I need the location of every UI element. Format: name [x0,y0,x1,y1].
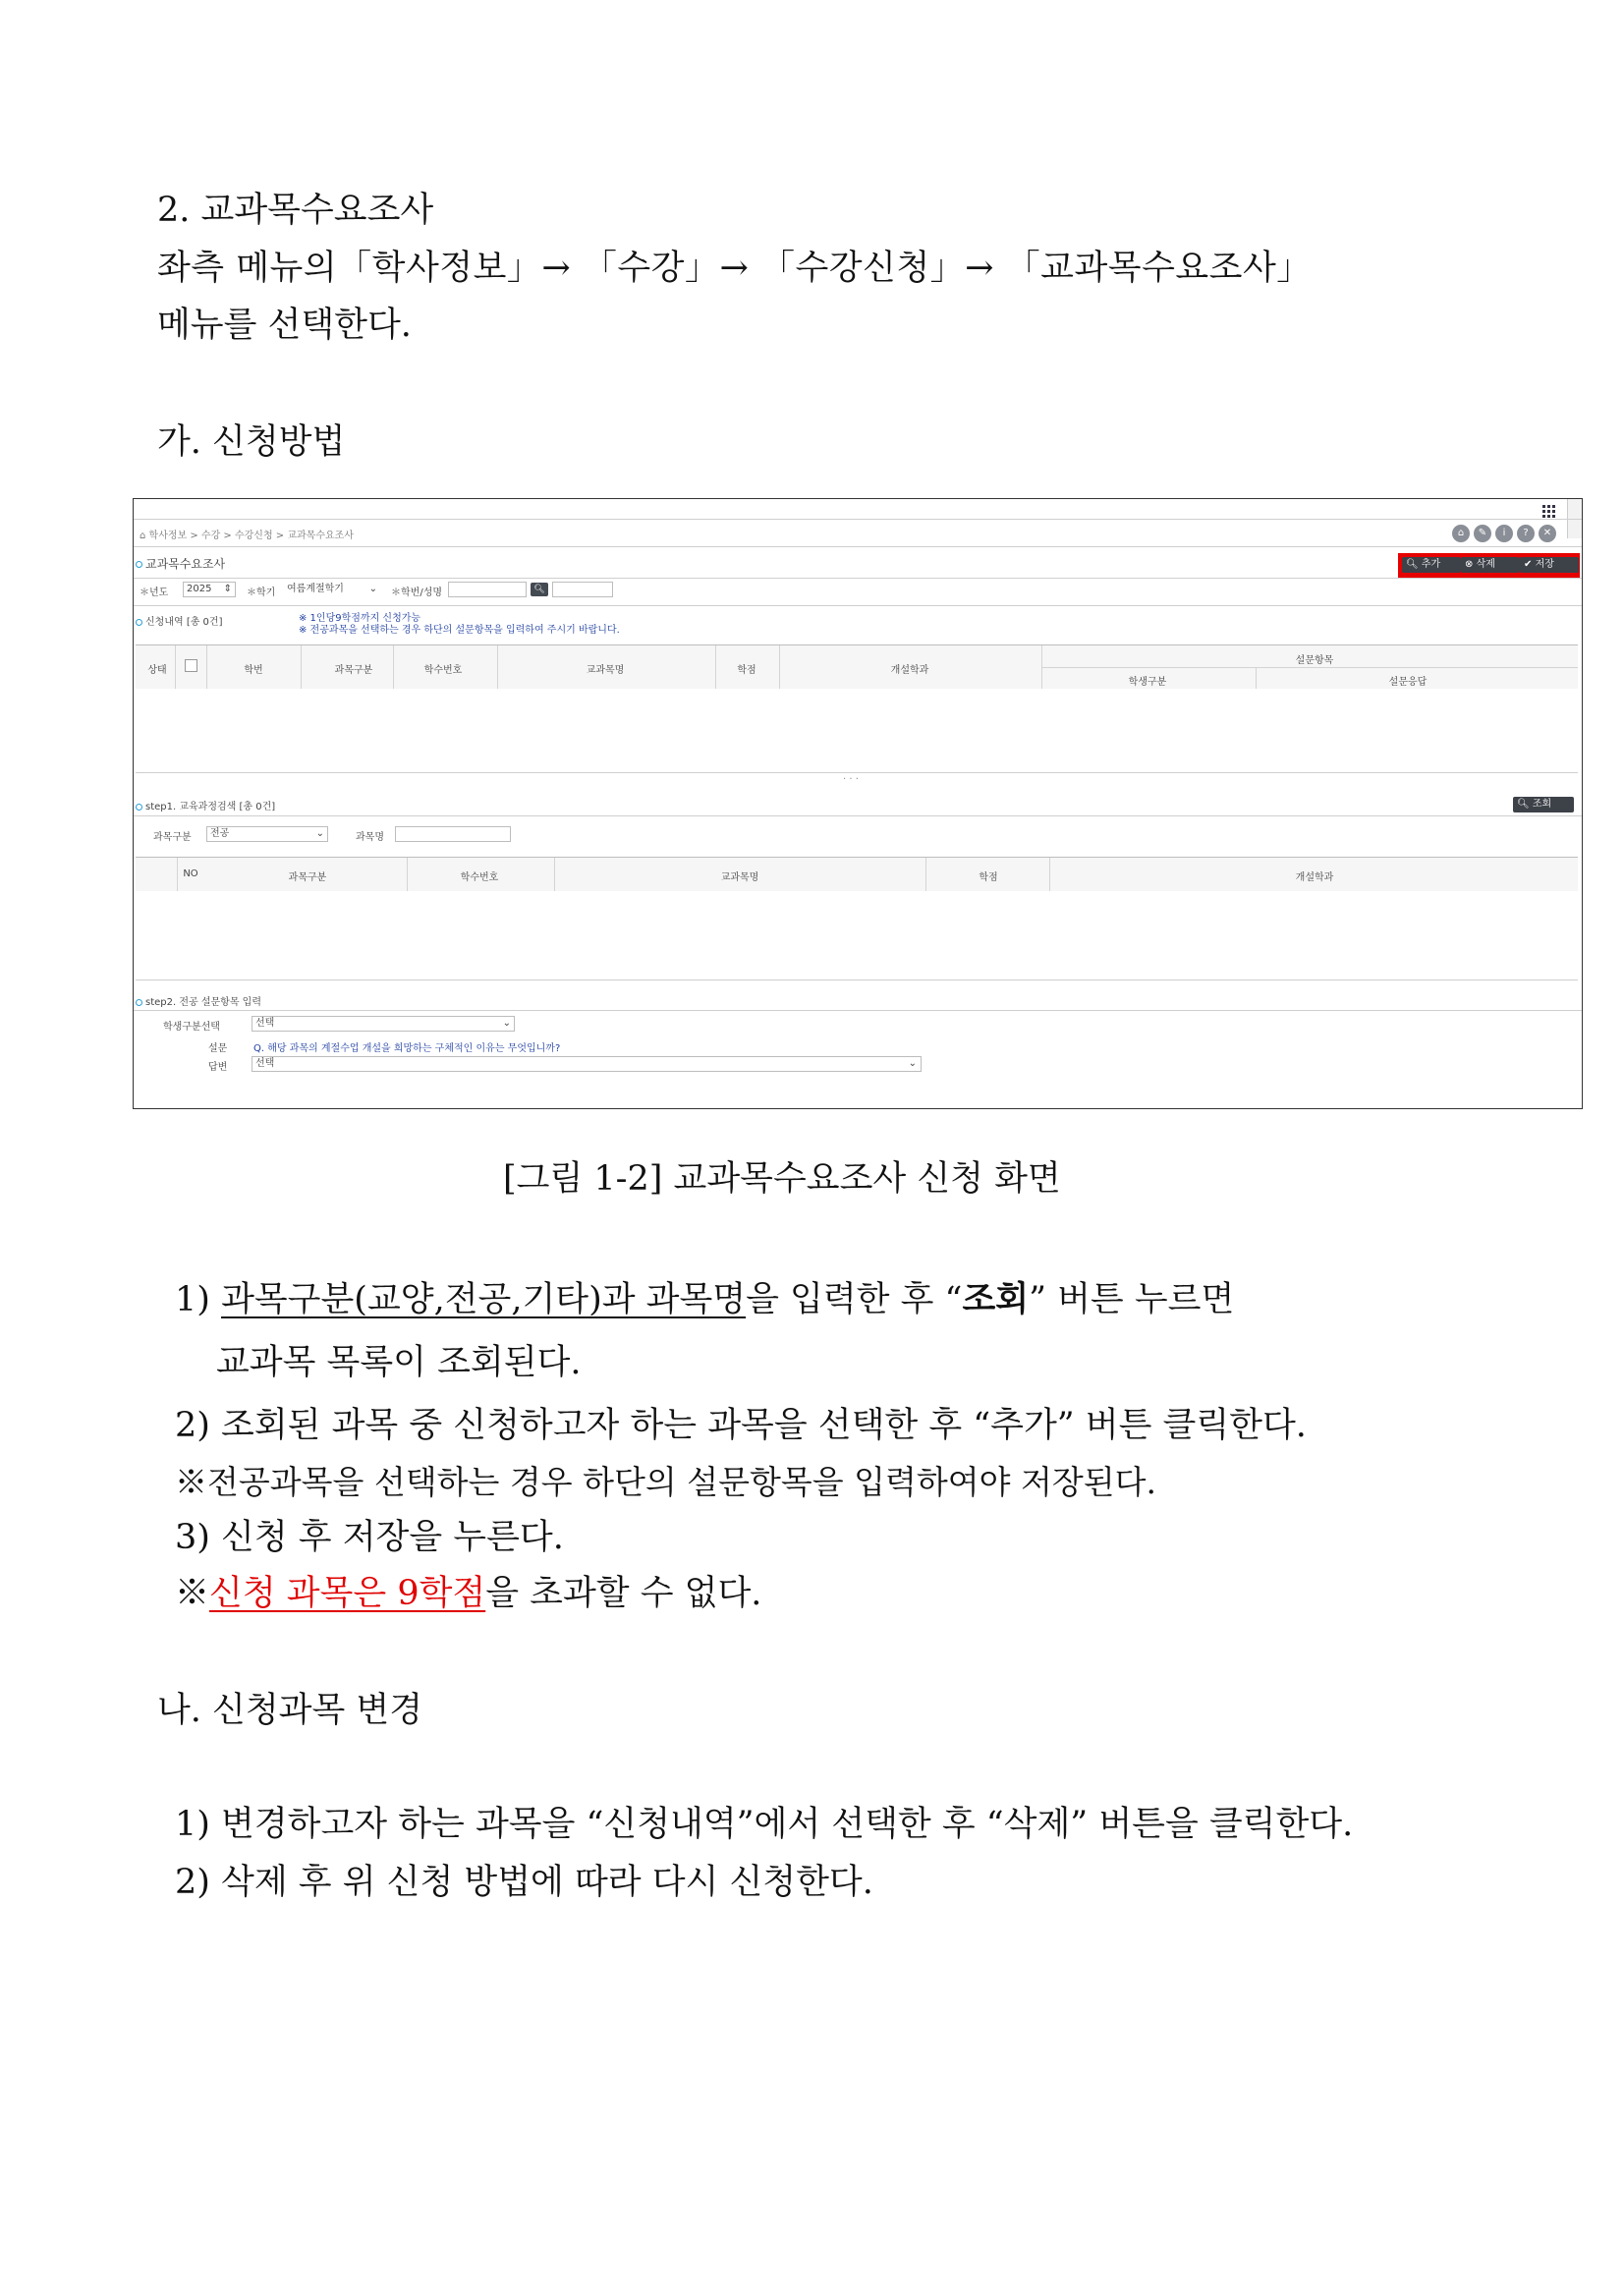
answer-label: 답변 [208,1062,228,1073]
col-status: 상태 [147,665,167,676]
notice-survey: ※ 전공과목을 선택하는 경우 하단의 설문항목을 입력하여 주시기 바랍니다. [299,625,620,636]
select-all-checkbox[interactable] [185,659,197,672]
figure-caption: [그림 1-2] 교과목수요조사 신청 화면 [503,1159,1061,1199]
search-keyword: 조회 [962,1280,1030,1319]
credit-limit-text: 신청 과목은 9학점 [209,1574,486,1613]
question-label: 설문 [208,1043,228,1054]
delete-button[interactable]: ⊗ 삭제 [1461,557,1520,573]
step-1-cont: 교과목 목록이 조회된다. [216,1343,582,1382]
col-course-name: 교과목명 [720,872,759,883]
col-student-id: 학번 [244,665,263,676]
edit-icon[interactable]: ✎ [1474,525,1491,542]
notice-credit-limit: ※ 1인당9학점까지 신청가능 [299,613,421,624]
col-category: 과목구분 [288,872,327,883]
applied-table-body [136,689,1578,773]
student-type-label: 학생구분선택 [163,1022,220,1033]
note-1: ※전공과목을 선택하는 경우 하단의 설문항목을 입력하여야 저장된다. [175,1463,1157,1501]
course-table-body [136,891,1578,980]
add-button[interactable]: 🔍︎ 추가 [1402,557,1461,573]
col-credit: 학점 [979,872,998,883]
splitter-handle[interactable]: · · · [843,774,859,785]
apps-grid-icon[interactable] [1542,505,1556,519]
underlined-term: 과목구분(교양,전공,기타)과 과목명 [221,1280,747,1319]
col-credit: 학점 [737,665,756,676]
col-survey-answer: 설문응답 [1388,677,1428,688]
home-icon[interactable]: ⌂ [1452,525,1470,542]
step-2: 2) 조회된 과목 중 신청하고자 하는 과목을 선택한 후 “추가” 버튼 클릭한다. [175,1406,1307,1445]
survey-question: Q. 해당 과목의 계절수업 개설을 희망하는 구체적인 이유는 무엇입니까? [253,1043,561,1054]
col-no: NO [183,868,198,879]
year-label: ＊년도 [140,588,169,598]
col-department: 개설학과 [890,665,929,676]
close-circle-icon: ⊗ [1465,559,1477,570]
step2-label: step2. 전공 설문항목 입력 [136,993,261,1008]
subsection-title-b: 나. 신청과목 변경 [157,1691,423,1730]
col-course-name: 교과목명 [586,665,625,676]
applied-list-label: 신청내역 [총 0건] [136,613,222,628]
student-name-field [552,582,613,597]
toolbar-highlight [1398,553,1580,579]
embedded-screenshot [133,498,1583,1109]
close-icon[interactable]: ✕ [1539,525,1556,542]
check-circle-icon: ✔ [1524,559,1536,570]
answer-select[interactable]: 선택 ⌄ [252,1056,922,1072]
search-button[interactable] [531,583,548,596]
search-icon: 🔍︎ [533,585,545,594]
subsection-title: 가. 신청방법 [157,422,346,462]
section-title: 2. 교과목수요조사 [157,191,434,230]
change-step-2: 2) 삭제 후 위 신청 방법에 따라 다시 신청한다. [175,1863,873,1902]
col-survey-group: 설문항목 [1295,655,1334,666]
col-course-code: 학수번호 [423,665,463,676]
col-student-type: 학생구분 [1128,677,1167,688]
step1-label: step1. 교육과정검색 [총 0건] [136,798,275,812]
chevron-down-icon: ⌄ [502,1018,511,1029]
search-button-step1[interactable]: 🔍︎ 조회 [1513,797,1574,812]
course-table-header [136,857,1578,892]
student-type-select[interactable]: 선택 ⌄ [252,1016,515,1032]
help-icon[interactable]: ? [1517,525,1535,542]
chevron-down-icon: ⌄ [368,584,377,594]
save-button[interactable]: ✔ 저장 [1520,557,1579,573]
info-icon[interactable]: i [1495,525,1513,542]
search-icon: 🔍︎ [1517,799,1533,810]
student-input[interactable] [448,582,527,597]
term-label: ＊학기 [247,588,276,598]
search-icon: 🔍︎ [1406,559,1422,570]
student-label: ＊학번/성명 [391,588,443,598]
home-icon: ⌂ [140,531,149,541]
breadcrumb: ⌂ 학사정보 > 수강 > 수강신청 > 교과목수요조사 [140,531,354,541]
applied-table-header [136,644,1578,690]
step-3: 3) 신청 후 저장을 누른다. [175,1518,564,1557]
term-select[interactable]: 여름계절학기 ⌄ [283,582,381,597]
menu-path-line-2: 메뉴를 선택한다. [157,306,412,345]
chevron-down-icon: ⌄ [908,1058,917,1069]
year-select[interactable]: 2025 ⇕ [183,582,236,597]
col-course-code: 학수번호 [460,872,499,883]
category-select[interactable]: 전공 ⌄ [206,826,328,842]
category-label: 과목구분 [153,832,192,843]
course-name-label: 과목명 [356,832,384,843]
menu-path-line: 좌측 메뉴의「학사정보」→ 「수강」→ 「수강신청」→ 「교과목수요조사」 [157,249,1312,288]
chevron-down-icon: ⌄ [315,828,324,839]
change-step-1: 1) 변경하고자 하는 과목을 “신청내역”에서 선택한 후 “삭제” 버튼을 클릭한다. [175,1805,1354,1844]
col-department: 개설학과 [1295,872,1334,883]
step-1: 1) 과목구분(교양,전공,기타)과 과목명을 입력한 후 “조회” 버튼 누르면 [175,1280,1235,1319]
note-2: ※신청 과목은 9학점을 초과할 수 없다. [175,1574,762,1613]
page-title: 교과목수요조사 [136,555,225,572]
course-name-input[interactable] [395,826,511,842]
col-category: 과목구분 [334,665,373,676]
